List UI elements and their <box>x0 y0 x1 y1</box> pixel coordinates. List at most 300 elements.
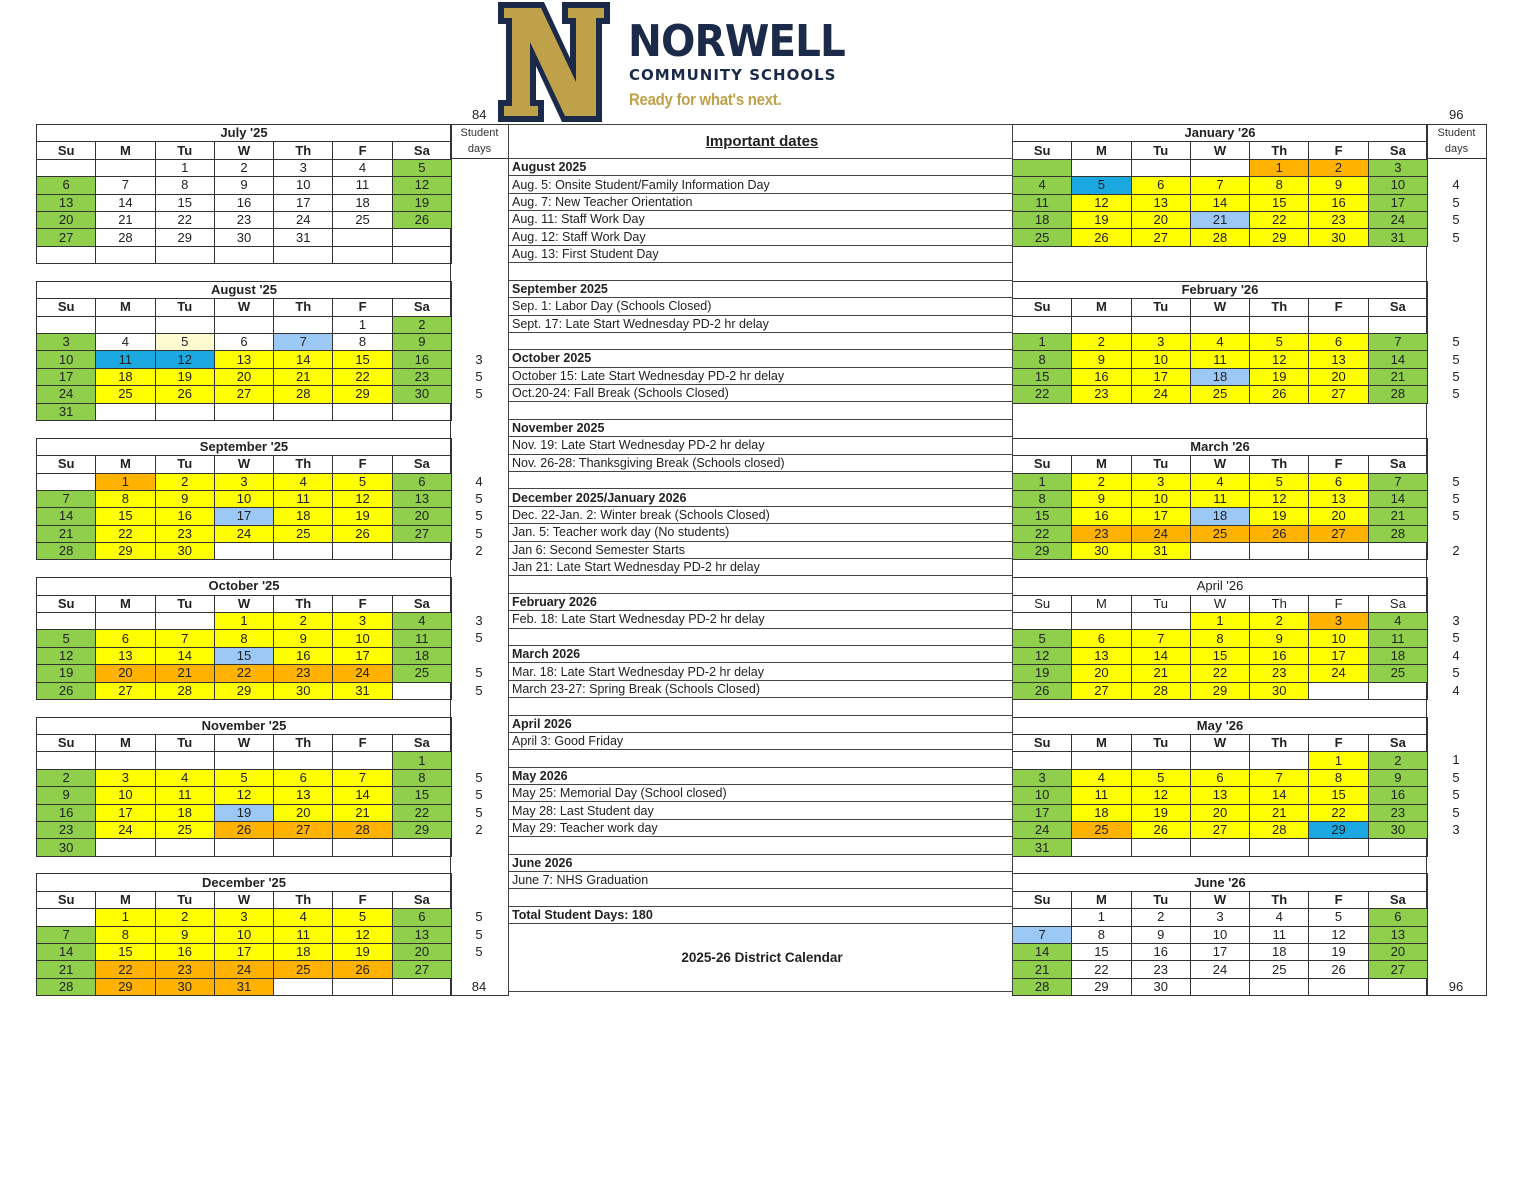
weekday-header: F <box>333 735 392 752</box>
day-cell: 27 <box>37 229 96 246</box>
important-date-item: Aug. 13: First Student Day <box>509 245 1013 262</box>
day-cell <box>1072 159 1131 176</box>
day-cell: 24 <box>1190 961 1249 978</box>
week-row <box>37 821 452 838</box>
day-cell: 29 <box>1190 682 1249 699</box>
week-row <box>1013 159 1428 176</box>
day-cell: 17 <box>1309 647 1368 664</box>
day-cell <box>392 839 451 856</box>
left-student-days-column <box>450 158 509 996</box>
day-cell <box>1190 839 1249 856</box>
week-row <box>1013 926 1428 943</box>
day-cell: 30 <box>1309 229 1368 246</box>
weekday-header: Tu <box>1131 891 1190 908</box>
day-cell: 27 <box>1309 386 1368 403</box>
week-row <box>1013 752 1428 769</box>
day-cell: 1 <box>1309 752 1368 769</box>
day-cell: 10 <box>1131 490 1190 507</box>
school-subtitle: COMMUNITY SCHOOLS <box>629 66 837 84</box>
weekday-header: Tu <box>155 735 214 752</box>
day-cell: 17 <box>1131 508 1190 525</box>
day-cell: 7 <box>37 926 96 943</box>
weekday-header: Sa <box>1368 735 1427 752</box>
student-days-count: 5 <box>1452 334 1460 350</box>
important-dates-section-heading: December 2025/January 2026 <box>509 489 1013 506</box>
week-row <box>1013 944 1428 961</box>
weekday-header: W <box>214 142 273 159</box>
day-cell: 5 <box>1013 630 1072 647</box>
day-cell: 20 <box>37 211 96 228</box>
student-days-count: 5 <box>475 508 483 524</box>
day-cell: 12 <box>1250 351 1309 368</box>
day-cell: 17 <box>214 944 273 961</box>
day-cell: 4 <box>333 159 392 176</box>
day-cell <box>392 229 451 246</box>
day-cell: 4 <box>274 473 333 490</box>
day-cell: 1 <box>214 612 273 629</box>
day-cell: 24 <box>37 386 96 403</box>
day-cell: 26 <box>1013 682 1072 699</box>
day-cell: 12 <box>392 177 451 194</box>
weekday-header: Tu <box>155 299 214 316</box>
day-cell: 28 <box>96 229 155 246</box>
day-cell: 7 <box>1013 926 1072 943</box>
day-cell: 25 <box>274 525 333 542</box>
day-cell: 13 <box>1131 194 1190 211</box>
weekday-header: M <box>96 299 155 316</box>
day-cell: 10 <box>214 490 273 507</box>
day-cell: 19 <box>1250 368 1309 385</box>
day-cell <box>1013 752 1072 769</box>
day-cell: 30 <box>155 543 214 560</box>
student-days-count: 5 <box>475 491 483 507</box>
day-cell: 14 <box>1131 647 1190 664</box>
day-cell: 11 <box>333 177 392 194</box>
week-row <box>1013 368 1428 385</box>
important-date-item: Jan 6: Second Semester Starts <box>509 541 1013 558</box>
day-cell <box>333 543 392 560</box>
day-cell: 8 <box>214 630 273 647</box>
day-cell: 21 <box>333 804 392 821</box>
day-cell: 3 <box>1309 612 1368 629</box>
day-cell: 27 <box>96 682 155 699</box>
day-cell: 17 <box>96 804 155 821</box>
day-cell: 30 <box>1131 978 1190 995</box>
day-cell: 11 <box>1190 351 1249 368</box>
day-cell: 7 <box>96 177 155 194</box>
weekday-header: Th <box>274 891 333 908</box>
day-cell: 1 <box>96 909 155 926</box>
day-cell: 10 <box>1309 630 1368 647</box>
day-cell <box>274 246 333 263</box>
day-cell: 27 <box>214 386 273 403</box>
weekday-header: M <box>1072 595 1131 612</box>
day-cell: 2 <box>155 909 214 926</box>
day-cell: 2 <box>1072 334 1131 351</box>
day-cell: 30 <box>392 386 451 403</box>
weekday-header: Su <box>1013 891 1072 908</box>
day-cell: 22 <box>392 804 451 821</box>
day-cell <box>1368 839 1427 856</box>
important-date-item: Nov. 26-28: Thanksgiving Break (Schools closed) <box>509 454 1013 471</box>
day-cell: 4 <box>155 769 214 786</box>
student-days-count: 5 <box>1452 229 1460 245</box>
weekday-header: Tu <box>1131 735 1190 752</box>
day-cell: 15 <box>214 647 273 664</box>
student-days-count: 5 <box>475 804 483 820</box>
day-cell: 16 <box>155 508 214 525</box>
day-cell: 12 <box>1250 490 1309 507</box>
weekday-header: Th <box>1250 891 1309 908</box>
day-cell: 28 <box>1131 682 1190 699</box>
day-cell: 1 <box>333 316 392 333</box>
day-cell: 16 <box>1309 194 1368 211</box>
day-cell <box>333 229 392 246</box>
day-cell: 28 <box>37 978 96 995</box>
weekday-header: F <box>333 456 392 473</box>
day-cell <box>1309 682 1368 699</box>
day-cell: 8 <box>155 177 214 194</box>
day-cell: 20 <box>1131 211 1190 228</box>
important-date-item: Aug. 12: Staff Work Day <box>509 228 1013 245</box>
day-cell: 5 <box>1309 909 1368 926</box>
day-cell: 3 <box>37 334 96 351</box>
day-cell: 6 <box>1072 630 1131 647</box>
weekday-header: F <box>1309 456 1368 473</box>
student-days-count: 5 <box>475 665 483 681</box>
important-date-item: October 15: Late Start Wednesday PD-2 hr delay <box>509 367 1013 384</box>
day-cell: 5 <box>1250 334 1309 351</box>
day-cell: 26 <box>1250 525 1309 542</box>
day-cell: 7 <box>155 630 214 647</box>
week-row <box>37 769 452 786</box>
week-row <box>37 490 452 507</box>
month-calendar <box>36 717 452 857</box>
day-cell: 3 <box>274 159 333 176</box>
day-cell: 12 <box>1072 194 1131 211</box>
day-cell: 5 <box>37 630 96 647</box>
weekday-header: Tu <box>155 456 214 473</box>
day-cell: 24 <box>274 211 333 228</box>
day-cell: 22 <box>214 665 273 682</box>
day-cell: 24 <box>1013 821 1072 838</box>
day-cell: 29 <box>1309 821 1368 838</box>
day-cell: 22 <box>96 525 155 542</box>
day-cell: 12 <box>214 787 273 804</box>
important-dates-section-heading: October 2025 <box>509 350 1013 367</box>
day-cell: 25 <box>1190 386 1249 403</box>
day-cell: 16 <box>1368 787 1427 804</box>
important-date-item: June 7: NHS Graduation <box>509 872 1013 889</box>
week-row <box>37 630 452 647</box>
day-cell: 27 <box>1190 821 1249 838</box>
day-cell: 20 <box>1190 804 1249 821</box>
week-row <box>37 752 452 769</box>
week-row <box>1013 961 1428 978</box>
left-total-days: 84 <box>472 107 487 122</box>
important-date-item: Jan. 5: Teacher work day (No students) <box>509 524 1013 541</box>
weekday-header: W <box>214 891 273 908</box>
day-cell: 31 <box>214 978 273 995</box>
day-cell: 7 <box>1190 177 1249 194</box>
weekday-header: Th <box>1250 456 1309 473</box>
day-cell <box>274 752 333 769</box>
week-row <box>37 229 452 246</box>
day-cell: 6 <box>274 769 333 786</box>
day-cell: 7 <box>1368 473 1427 490</box>
day-cell: 18 <box>392 647 451 664</box>
day-cell <box>96 612 155 629</box>
day-cell: 23 <box>155 525 214 542</box>
weekday-header: Th <box>1250 142 1309 159</box>
day-cell <box>274 316 333 333</box>
day-cell <box>96 246 155 263</box>
day-cell: 2 <box>274 612 333 629</box>
day-cell <box>155 316 214 333</box>
weekday-header: M <box>96 891 155 908</box>
day-cell: 16 <box>1131 944 1190 961</box>
important-date-item: Dec. 22-Jan. 2: Winter break (Schools Closed) <box>509 506 1013 523</box>
day-cell: 15 <box>1072 944 1131 961</box>
day-cell: 17 <box>1131 368 1190 385</box>
day-cell: 4 <box>1190 334 1249 351</box>
day-cell: 21 <box>274 368 333 385</box>
day-cell: 20 <box>214 368 273 385</box>
month-calendar <box>1012 717 1428 857</box>
day-cell: 14 <box>1013 944 1072 961</box>
day-cell: 8 <box>96 926 155 943</box>
day-cell <box>1131 159 1190 176</box>
important-date-item: Aug. 5: Onsite Student/Family Information Day <box>509 176 1013 193</box>
day-cell: 13 <box>274 787 333 804</box>
day-cell: 14 <box>155 647 214 664</box>
day-cell: 30 <box>37 839 96 856</box>
important-date-item: April 3: Good Friday <box>509 732 1013 749</box>
student-days-count: 3 <box>475 613 483 629</box>
day-cell: 7 <box>1250 769 1309 786</box>
student-days-count: 3 <box>1452 822 1460 838</box>
important-date-item: March 23-27: Spring Break (Schools Closed) <box>509 680 1013 697</box>
month-calendar <box>36 124 452 264</box>
weekday-header: M <box>1072 299 1131 316</box>
student-days-count: 5 <box>1452 351 1460 367</box>
week-row <box>37 665 452 682</box>
day-cell: 3 <box>96 769 155 786</box>
day-cell: 18 <box>1013 211 1072 228</box>
day-cell: 15 <box>1013 368 1072 385</box>
day-cell: 11 <box>274 490 333 507</box>
day-cell: 4 <box>96 334 155 351</box>
day-cell: 9 <box>1072 351 1131 368</box>
week-row <box>37 961 452 978</box>
day-cell: 6 <box>392 473 451 490</box>
day-cell: 10 <box>37 351 96 368</box>
day-cell: 1 <box>155 159 214 176</box>
day-cell: 5 <box>1131 769 1190 786</box>
day-cell: 20 <box>1309 368 1368 385</box>
day-cell <box>1072 752 1131 769</box>
student-days-count: 5 <box>1452 665 1460 681</box>
day-cell: 26 <box>1072 229 1131 246</box>
day-cell: 13 <box>1190 787 1249 804</box>
day-cell: 3 <box>1368 159 1427 176</box>
day-cell <box>1250 978 1309 995</box>
day-cell: 23 <box>1072 386 1131 403</box>
day-cell: 27 <box>392 961 451 978</box>
day-cell: 16 <box>214 194 273 211</box>
weekday-header: Su <box>1013 735 1072 752</box>
week-row <box>37 159 452 176</box>
student-days-count: 4 <box>1452 177 1460 193</box>
day-cell: 9 <box>1309 177 1368 194</box>
day-cell: 14 <box>1368 490 1427 507</box>
student-days-count: 5 <box>475 369 483 385</box>
day-cell: 23 <box>392 368 451 385</box>
day-cell: 8 <box>1013 351 1072 368</box>
day-cell: 8 <box>392 769 451 786</box>
day-cell <box>96 316 155 333</box>
day-cell: 15 <box>96 508 155 525</box>
student-days-count: 4 <box>475 473 483 489</box>
day-cell: 2 <box>1368 752 1427 769</box>
important-date-item: Sept. 17: Late Start Wednesday PD-2 hr delay <box>509 315 1013 332</box>
day-cell: 31 <box>1131 543 1190 560</box>
day-cell: 2 <box>1250 612 1309 629</box>
day-cell <box>1368 316 1427 333</box>
day-cell: 14 <box>1250 787 1309 804</box>
month-title: January '26 <box>1013 125 1428 142</box>
day-cell: 22 <box>1190 665 1249 682</box>
day-cell: 24 <box>1131 386 1190 403</box>
day-cell <box>37 909 96 926</box>
weekday-header: F <box>333 595 392 612</box>
day-cell: 15 <box>1190 647 1249 664</box>
month-title: June '26 <box>1013 874 1428 891</box>
student-days-count: 5 <box>475 769 483 785</box>
important-date-item: Feb. 18: Late Start Wednesday PD-2 hr delay <box>509 611 1013 628</box>
day-cell: 21 <box>96 211 155 228</box>
day-cell <box>214 246 273 263</box>
weekday-header: W <box>1190 735 1249 752</box>
weekday-header: Su <box>1013 299 1072 316</box>
weekday-header: Tu <box>1131 142 1190 159</box>
day-cell: 6 <box>1190 769 1249 786</box>
day-cell: 6 <box>96 630 155 647</box>
day-cell <box>96 403 155 420</box>
week-row <box>1013 316 1428 333</box>
day-cell <box>392 403 451 420</box>
day-cell: 19 <box>37 665 96 682</box>
student-days-count: 5 <box>1452 212 1460 228</box>
day-cell: 13 <box>1368 926 1427 943</box>
weekday-header: F <box>1309 299 1368 316</box>
day-cell <box>392 978 451 995</box>
day-cell: 28 <box>1013 978 1072 995</box>
day-cell: 29 <box>155 229 214 246</box>
day-cell: 19 <box>333 508 392 525</box>
day-cell: 26 <box>1250 386 1309 403</box>
day-cell <box>96 839 155 856</box>
week-row <box>1013 821 1428 838</box>
student-label: Student <box>460 127 499 139</box>
day-cell: 21 <box>1250 804 1309 821</box>
student-days-count: 5 <box>1452 473 1460 489</box>
student-days-count: 5 <box>1452 194 1460 210</box>
day-cell <box>1131 839 1190 856</box>
blank-row <box>509 628 1013 645</box>
week-row <box>37 334 452 351</box>
blank-row <box>509 332 1013 349</box>
day-cell: 15 <box>1013 508 1072 525</box>
day-cell <box>274 543 333 560</box>
week-row <box>37 543 452 560</box>
day-cell: 30 <box>274 682 333 699</box>
month-calendar <box>36 281 452 421</box>
student-days-count: 4 <box>1452 647 1460 663</box>
day-cell: 29 <box>96 543 155 560</box>
norwell-logo <box>496 0 876 124</box>
day-cell: 28 <box>333 821 392 838</box>
important-dates-section-heading: February 2026 <box>509 593 1013 610</box>
day-cell: 16 <box>274 647 333 664</box>
day-cell: 30 <box>1072 543 1131 560</box>
month-title: March '26 <box>1013 438 1428 455</box>
day-cell: 18 <box>1368 647 1427 664</box>
weekday-header: F <box>1309 595 1368 612</box>
day-cell: 30 <box>214 229 273 246</box>
day-cell: 15 <box>333 351 392 368</box>
student-days-count: 5 <box>1452 769 1460 785</box>
day-cell: 28 <box>1368 525 1427 542</box>
day-cell: 19 <box>1013 665 1072 682</box>
important-dates-section-heading: April 2026 <box>509 715 1013 732</box>
week-row <box>37 839 452 856</box>
weekday-header: M <box>1072 735 1131 752</box>
day-cell: 23 <box>1368 804 1427 821</box>
day-cell: 15 <box>96 944 155 961</box>
blank-row <box>509 698 1013 715</box>
day-cell: 29 <box>96 978 155 995</box>
day-cell: 22 <box>1013 525 1072 542</box>
day-cell <box>1190 159 1249 176</box>
right-student-days-column <box>1426 158 1487 996</box>
weekday-header: Sa <box>392 142 451 159</box>
important-dates-section-heading: June 2026 <box>509 854 1013 871</box>
day-cell <box>1013 159 1072 176</box>
student-days-count: 5 <box>475 944 483 960</box>
week-row <box>37 246 452 263</box>
day-cell: 22 <box>1013 386 1072 403</box>
day-cell: 16 <box>37 804 96 821</box>
important-dates-section-heading: August 2025 <box>509 159 1013 176</box>
day-cell: 4 <box>1013 177 1072 194</box>
day-cell <box>37 612 96 629</box>
day-cell: 21 <box>37 525 96 542</box>
day-cell: 16 <box>392 351 451 368</box>
day-cell: 9 <box>155 490 214 507</box>
day-cell <box>155 403 214 420</box>
day-cell <box>1190 978 1249 995</box>
student-days-count: 5 <box>1452 508 1460 524</box>
week-row <box>37 787 452 804</box>
week-row <box>1013 334 1428 351</box>
day-cell: 22 <box>1072 961 1131 978</box>
day-cell: 3 <box>333 612 392 629</box>
day-cell: 18 <box>333 194 392 211</box>
week-row <box>1013 490 1428 507</box>
day-cell: 20 <box>96 665 155 682</box>
day-cell <box>1309 978 1368 995</box>
